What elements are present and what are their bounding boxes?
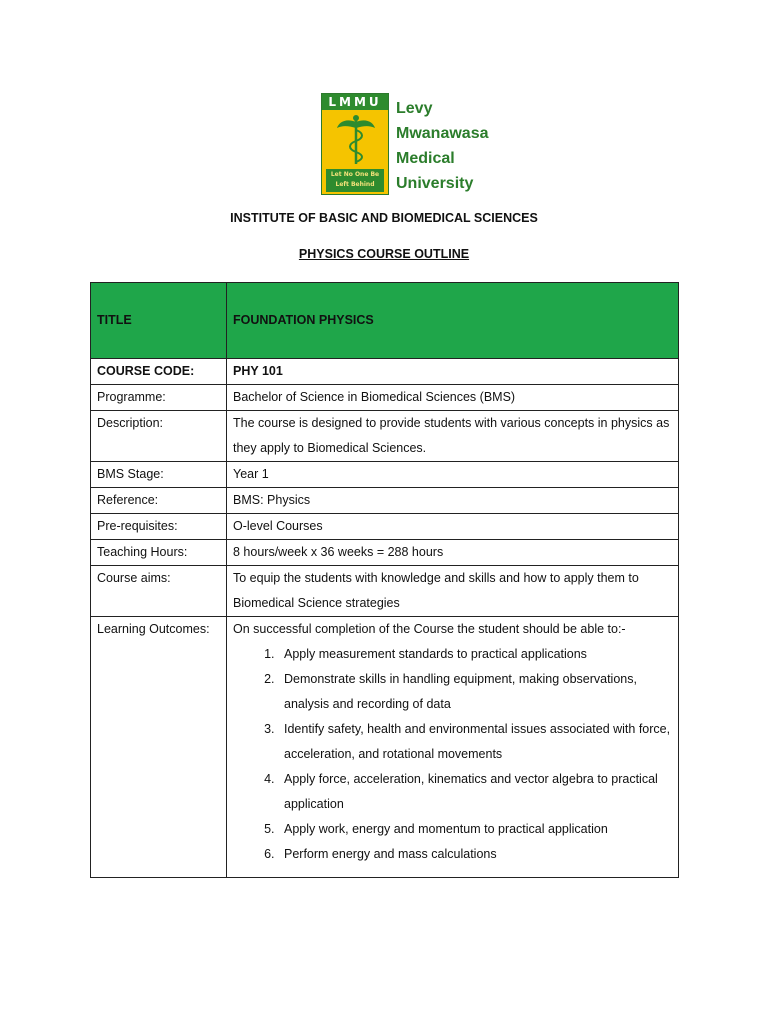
outline-title: PHYSICS COURSE OUTLINE (298, 247, 470, 261)
table-row (91, 462, 679, 488)
row-value: FOUNDATION PHYSICS (227, 283, 679, 359)
row-value: PHY 101 (227, 359, 679, 385)
table-row (91, 359, 679, 385)
row-value: To equip the students with knowledge and skills and how to apply them to Biomedical Science strategies (227, 566, 679, 617)
table-row (91, 488, 679, 514)
institute-heading: INSTITUTE OF BASIC AND BIOMEDICAL SCIENCES (230, 211, 538, 225)
outcomes-list (233, 642, 672, 867)
row-label: Pre-requisites: (91, 514, 227, 540)
row-label: Programme: (91, 385, 227, 411)
list-item: 3. Identify safety, health and environmental issues associated with force, acceleration, and rotational movements (278, 717, 672, 767)
table-row (91, 617, 679, 878)
row-label: Teaching Hours: (91, 540, 227, 566)
logo-badge (321, 93, 389, 195)
list-item: 5. Apply work, energy and momentum to practical application (278, 817, 672, 842)
row-value: 8 hours/week x 36 weeks = 288 hours (227, 540, 679, 566)
logo-motto-line: Let No One Be (330, 171, 380, 178)
logo-motto (326, 169, 384, 192)
university-name-line: Medical (396, 150, 455, 167)
list-item: 4. Apply force, acceleration, kinematics and vector algebra to practical application (278, 767, 672, 817)
row-value: O-level Courses (227, 514, 679, 540)
logo-abbreviation: LMMU (322, 94, 388, 110)
row-label: TITLE (91, 283, 227, 359)
row-label: Description: (91, 411, 227, 462)
row-label: Learning Outcomes: (91, 617, 227, 878)
list-item: 6. Perform energy and mass calculations (278, 842, 672, 867)
row-value: Bachelor of Science in Biomedical Sciences (BMS) (227, 385, 679, 411)
row-label: BMS Stage: (91, 462, 227, 488)
table-row (91, 566, 679, 617)
row-value (227, 617, 679, 878)
university-logo (321, 93, 501, 196)
table-row (91, 540, 679, 566)
outcomes-intro: On successful completion of the Course the student should be able to:- (233, 622, 626, 636)
university-name-line: University (396, 175, 474, 192)
course-outline-table (90, 282, 679, 878)
list-item: 2. Demonstrate skills in handling equipment, making observations, analysis and recording of data (278, 667, 672, 717)
table-row (91, 385, 679, 411)
logo-motto-line: Left Behind (335, 181, 375, 188)
list-item: 1. Apply measurement standards to practical applications (278, 642, 672, 667)
row-value: Year 1 (227, 462, 679, 488)
table-row (91, 283, 679, 359)
row-value: The course is designed to provide students with various concepts in physics as they apply to Biomedical Sciences. (227, 411, 679, 462)
university-name (396, 96, 488, 196)
row-label: Reference: (91, 488, 227, 514)
row-label: Course aims: (91, 566, 227, 617)
university-name-line: Levy (396, 100, 433, 117)
row-value: BMS: Physics (227, 488, 679, 514)
caduceus-icon (336, 114, 376, 166)
university-name-line: Mwanawasa (396, 125, 489, 142)
row-label: COURSE CODE: (91, 359, 227, 385)
table-row (91, 514, 679, 540)
table-row (91, 411, 679, 462)
